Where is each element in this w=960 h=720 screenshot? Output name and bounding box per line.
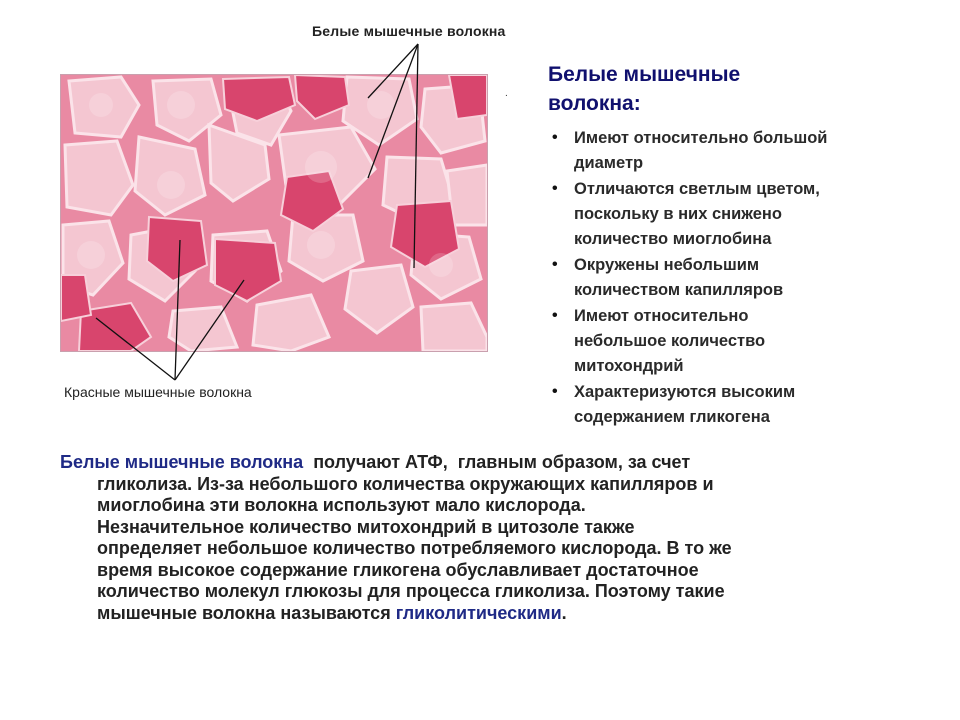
list-item-text: содержанием гликогена [574,408,770,426]
list-item [548,304,908,379]
list-item-text: диаметр [574,154,644,172]
list-item-text: Имеют относительно [574,307,749,325]
list-item [548,253,908,303]
paragraph-text: мышечные волокна называются [97,602,396,623]
paragraph-line: миоглобина эти волокна используют мало кислорода. [97,495,586,515]
properties-list [548,126,908,430]
list-item-text: количество миоглобина [574,230,772,248]
paragraph-line: время высокое содержание гликогена обуславливает достаточное [97,559,699,580]
list-item-text: поскольку в них снижено [574,205,782,223]
paragraph-line: количество молекул глюкозы для процесса гликолиза. Поэтому такие [97,581,725,601]
list-item-text: Отличаются светлым цветом, [574,180,820,198]
paragraph-line: Незначительное количество митохондрий в цитозоле также [97,516,635,537]
paragraph-line: определяет небольшое количество потребляемого кислорода. В то же [97,538,732,558]
list-item [548,126,908,176]
list-item-text: небольшое количество [574,332,766,350]
bullet-icon: • [552,180,558,197]
bullet-icon: • [552,383,558,400]
list-item-text: Имеют относительно большой [574,129,828,147]
bullet-icon: • [552,307,558,324]
paragraph-line: гликолиза. Из-за небольшого количества окружающих капилляров и [97,473,714,494]
glycolytic-term: гликолитическими [395,602,562,623]
paragraph-lead: Белые мышечные волокна [60,452,304,472]
label-white-fibers: Белые мышечные волокна [312,23,506,39]
list-item-text: количеством капилляров [574,281,784,299]
list-item [548,177,908,252]
list-item-text: Окружены небольшим [574,256,760,274]
label-red-fibers: Красные мышечные волокна [64,384,252,400]
paragraph-text: получают АТФ, главным образом, за счет [303,452,691,472]
list-item-text: митохондрий [574,357,684,375]
list-item [548,380,908,430]
stray-mark: . [505,88,508,99]
side-panel [548,60,908,431]
side-title-line: волокна: [548,92,641,115]
bullet-icon: • [552,256,558,273]
bullet-icon: • [552,129,558,146]
paragraph-line [60,603,910,625]
list-item-text: Характеризуются высоким [574,383,796,401]
paragraph-text: . [561,602,567,623]
description-paragraph [60,452,910,624]
side-title [548,60,908,118]
paragraph-line [60,452,910,474]
side-title-line: Белые мышечные [548,63,741,86]
